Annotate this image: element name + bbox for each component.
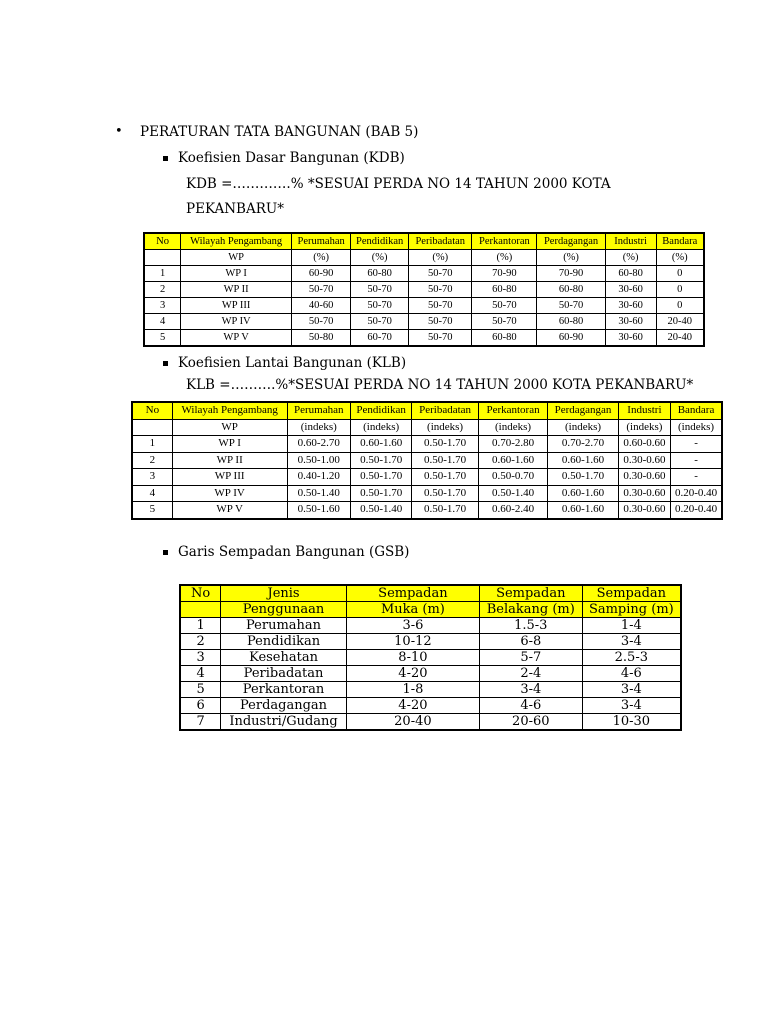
table-cell: Pendidikan — [221, 634, 347, 650]
subheader-cell: (%) — [605, 250, 656, 266]
gsb-table — [179, 584, 682, 731]
kdb-header-row — [144, 233, 704, 250]
subheader-cell: (indeks) — [618, 419, 670, 436]
table-cell: Perkantoran — [221, 682, 347, 698]
header-cell: Jenis — [221, 585, 347, 602]
table-cell: 5 — [144, 330, 181, 347]
subheader-cell: (%) — [656, 250, 704, 266]
table-cell: Perumahan — [221, 618, 347, 634]
table-cell: WP I — [172, 436, 287, 453]
table-cell: 4-6 — [582, 666, 681, 682]
header-cell: Muka (m) — [346, 602, 479, 618]
table-cell: 0.50-1.70 — [350, 469, 411, 486]
table-cell: 50-70 — [351, 314, 409, 330]
kdb-heading: Koefisien Dasar Bangunan (KDB) — [178, 150, 405, 166]
header-cell: Perdagangan — [548, 402, 618, 419]
subheader-cell: WP — [172, 419, 287, 436]
table-cell: 7 — [180, 714, 221, 731]
table-cell: 50-70 — [472, 314, 537, 330]
table-cell: 0.50-1.70 — [412, 452, 478, 469]
header-cell: Bandara — [671, 402, 722, 419]
table-cell: WP IV — [172, 485, 287, 502]
table-cell: 0.40-1.20 — [287, 469, 350, 486]
header-cell: Peribadatan — [409, 233, 472, 250]
table-cell: 0 — [656, 282, 704, 298]
klb-formula: KLB =……….%*SESUAI PERDA NO 14 TAHUN 2000 KOTA PEKANBARU* — [186, 377, 694, 393]
subheader-cell: (%) — [292, 250, 351, 266]
table-cell: 5 — [180, 682, 221, 698]
table-row — [132, 502, 722, 519]
subheader-cell — [144, 250, 181, 266]
table-cell: 50-70 — [537, 298, 605, 314]
table-cell: 60-70 — [351, 330, 409, 347]
table-row — [132, 485, 722, 502]
subheader-cell: (indeks) — [350, 419, 411, 436]
table-row — [132, 436, 722, 453]
header-cell: Perkantoran — [472, 233, 537, 250]
table-cell: 50-70 — [409, 266, 472, 282]
table-cell: 0.50-1.70 — [548, 469, 618, 486]
klb-heading: Koefisien Lantai Bangunan (KLB) — [178, 355, 407, 371]
klb-header-row — [132, 402, 722, 419]
table-cell: 4-6 — [479, 698, 582, 714]
table-cell: 2-4 — [479, 666, 582, 682]
table-cell: Kesehatan — [221, 650, 347, 666]
table-cell: 20-40 — [346, 714, 479, 731]
table-cell: WP V — [181, 330, 292, 347]
klb-subheader-row — [132, 419, 722, 436]
table-cell: 3 — [180, 650, 221, 666]
table-cell: 20-40 — [656, 314, 704, 330]
table-cell: 0.50-1.40 — [350, 502, 411, 519]
table-cell: 50-70 — [292, 314, 351, 330]
table-cell: 0.60-1.60 — [548, 452, 618, 469]
table-cell: 1.5-3 — [479, 618, 582, 634]
table-cell: Industri/Gudang — [221, 714, 347, 731]
table-cell: 0.50-1.70 — [412, 485, 478, 502]
table-cell: 1-4 — [582, 618, 681, 634]
table-cell: 8-10 — [346, 650, 479, 666]
table-row — [144, 282, 704, 298]
table-row — [132, 452, 722, 469]
table-cell: 50-70 — [409, 330, 472, 347]
header-cell: Samping (m) — [582, 602, 681, 618]
table-cell: 0.30-0.60 — [618, 502, 670, 519]
subheader-cell: (indeks) — [478, 419, 547, 436]
table-cell: 0.60-1.60 — [548, 485, 618, 502]
table-row — [180, 634, 681, 650]
table-cell: 4-20 — [346, 666, 479, 682]
table-cell: 60-80 — [537, 314, 605, 330]
header-cell: No — [144, 233, 181, 250]
table-cell: WP II — [181, 282, 292, 298]
table-cell: - — [671, 469, 722, 486]
table-cell: 30-60 — [605, 298, 656, 314]
table-cell: 2 — [132, 452, 172, 469]
table-cell: 50-70 — [351, 282, 409, 298]
table-cell: WP V — [172, 502, 287, 519]
table-cell: 3-4 — [582, 634, 681, 650]
table-row — [180, 650, 681, 666]
header-cell: Sempadan — [582, 585, 681, 602]
header-cell: Bandara — [656, 233, 704, 250]
table-cell: 5-7 — [479, 650, 582, 666]
subheader-cell: (%) — [409, 250, 472, 266]
table-cell: 50-70 — [351, 298, 409, 314]
table-cell: 60-80 — [472, 282, 537, 298]
kdb-formula: KDB =………….% *SESUAI PERDA NO 14 TAHUN 2000 KOTA — [186, 176, 611, 192]
square-bullet-icon — [163, 156, 168, 161]
table-cell: 0.70-2.70 — [548, 436, 618, 453]
gsb-header-row — [180, 585, 681, 602]
table-row — [180, 666, 681, 682]
table-cell: 0.20-0.40 — [671, 502, 722, 519]
table-cell: 60-80 — [537, 282, 605, 298]
table-cell: 0.50-1.70 — [412, 502, 478, 519]
table-cell: 0.60-0.60 — [618, 436, 670, 453]
header-cell: Wilayah Pengambang — [181, 233, 292, 250]
table-cell: 3-4 — [479, 682, 582, 698]
table-cell: 60-80 — [472, 330, 537, 347]
table-cell: WP IV — [181, 314, 292, 330]
table-cell: 50-70 — [472, 298, 537, 314]
table-cell: 0.50-1.70 — [412, 436, 478, 453]
table-cell: 50-70 — [292, 282, 351, 298]
table-cell: 0.60-1.60 — [350, 436, 411, 453]
header-cell: Perdagangan — [537, 233, 605, 250]
table-cell: 6 — [180, 698, 221, 714]
subheader-cell: (%) — [537, 250, 605, 266]
subheader-cell: (indeks) — [548, 419, 618, 436]
header-cell: No — [180, 585, 221, 602]
table-cell: 1 — [144, 266, 181, 282]
header-cell: Sempadan — [479, 585, 582, 602]
table-cell: 4 — [132, 485, 172, 502]
subheader-cell: (indeks) — [412, 419, 478, 436]
header-cell: Perkantoran — [478, 402, 547, 419]
table-cell: WP II — [172, 452, 287, 469]
table-cell: 0.50-1.40 — [287, 485, 350, 502]
table-cell: 30-60 — [605, 314, 656, 330]
table-cell: - — [671, 452, 722, 469]
table-cell: Peribadatan — [221, 666, 347, 682]
kdb-subheader-row — [144, 250, 704, 266]
table-cell: Perdagangan — [221, 698, 347, 714]
table-cell: 30-60 — [605, 330, 656, 347]
table-cell: 3 — [132, 469, 172, 486]
table-row — [180, 618, 681, 634]
header-cell: Penggunaan — [221, 602, 347, 618]
table-cell: 3-4 — [582, 682, 681, 698]
table-row — [144, 330, 704, 347]
subheader-cell — [132, 419, 172, 436]
header-cell: Belakang (m) — [479, 602, 582, 618]
table-cell: 40-60 — [292, 298, 351, 314]
subheader-cell: (%) — [351, 250, 409, 266]
table-cell: 3 — [144, 298, 181, 314]
table-cell: 50-70 — [409, 298, 472, 314]
table-cell: 60-90 — [537, 330, 605, 347]
gsb-heading: Garis Sempadan Bangunan (GSB) — [178, 544, 410, 560]
header-cell: Perumahan — [287, 402, 350, 419]
header-cell — [180, 602, 221, 618]
table-cell: 0.30-0.60 — [618, 469, 670, 486]
table-cell: 0.30-0.60 — [618, 452, 670, 469]
table-cell: 6-8 — [479, 634, 582, 650]
header-cell: Wilayah Pengambang — [172, 402, 287, 419]
table-cell: 20-60 — [479, 714, 582, 731]
header-cell: Perumahan — [292, 233, 351, 250]
table-cell: 0.60-2.40 — [478, 502, 547, 519]
subheader-cell: WP — [181, 250, 292, 266]
table-cell: 5 — [132, 502, 172, 519]
table-cell: 10-30 — [582, 714, 681, 731]
table-cell: - — [671, 436, 722, 453]
header-cell: Industri — [618, 402, 670, 419]
table-cell: WP I — [181, 266, 292, 282]
table-cell: 2 — [144, 282, 181, 298]
table-cell: WP III — [172, 469, 287, 486]
table-row — [132, 469, 722, 486]
header-cell: Sempadan — [346, 585, 479, 602]
table-cell: 0.50-0.70 — [478, 469, 547, 486]
table-cell: 0.30-0.60 — [618, 485, 670, 502]
table-cell: 0.50-1.70 — [412, 469, 478, 486]
table-cell: 4 — [180, 666, 221, 682]
square-bullet-icon — [163, 550, 168, 555]
table-cell: 50-80 — [292, 330, 351, 347]
square-bullet-icon — [163, 361, 168, 366]
kdb-formula-cont: PEKANBARU* — [186, 201, 285, 217]
subheader-cell: (indeks) — [671, 419, 722, 436]
table-cell: 2.5-3 — [582, 650, 681, 666]
section-title: PERATURAN TATA BANGUNAN (BAB 5) — [140, 124, 419, 140]
table-cell: 30-60 — [605, 282, 656, 298]
header-cell: Pendidikan — [350, 402, 411, 419]
table-cell: 1 — [132, 436, 172, 453]
klb-table — [131, 401, 723, 520]
gsb-header-row — [180, 602, 681, 618]
table-cell: 0.60-1.60 — [478, 452, 547, 469]
table-cell: 0.20-0.40 — [671, 485, 722, 502]
table-cell: 0.50-1.60 — [287, 502, 350, 519]
table-cell: 60-80 — [605, 266, 656, 282]
table-cell: 4-20 — [346, 698, 479, 714]
bullet: • — [115, 124, 123, 139]
table-cell: 1 — [180, 618, 221, 634]
table-cell: 0 — [656, 266, 704, 282]
subheader-cell: (%) — [472, 250, 537, 266]
table-cell: 50-70 — [409, 282, 472, 298]
table-cell: 0.60-2.70 — [287, 436, 350, 453]
table-cell: 0.60-1.60 — [548, 502, 618, 519]
kdb-table — [143, 232, 705, 347]
table-row — [144, 266, 704, 282]
header-cell: Peribadatan — [412, 402, 478, 419]
table-cell: 0.50-1.70 — [350, 485, 411, 502]
table-cell: 60-90 — [292, 266, 351, 282]
table-row — [180, 698, 681, 714]
table-cell: 2 — [180, 634, 221, 650]
table-cell: 0.50-1.40 — [478, 485, 547, 502]
table-cell: 3-4 — [582, 698, 681, 714]
table-row — [180, 682, 681, 698]
table-cell: 70-90 — [472, 266, 537, 282]
table-cell: WP III — [181, 298, 292, 314]
header-cell: Industri — [605, 233, 656, 250]
table-cell: 1-8 — [346, 682, 479, 698]
table-cell: 50-70 — [409, 314, 472, 330]
table-cell: 4 — [144, 314, 181, 330]
header-cell: Pendidikan — [351, 233, 409, 250]
table-row — [180, 714, 681, 731]
table-cell: 60-80 — [351, 266, 409, 282]
table-row — [144, 314, 704, 330]
table-cell: 0.50-1.70 — [350, 452, 411, 469]
subheader-cell: (indeks) — [287, 419, 350, 436]
table-cell: 70-90 — [537, 266, 605, 282]
table-cell: 3-6 — [346, 618, 479, 634]
table-cell: 20-40 — [656, 330, 704, 347]
table-cell: 0.50-1.00 — [287, 452, 350, 469]
header-cell: No — [132, 402, 172, 419]
table-cell: 10-12 — [346, 634, 479, 650]
table-row — [144, 298, 704, 314]
table-cell: 0.70-2.80 — [478, 436, 547, 453]
table-cell: 0 — [656, 298, 704, 314]
